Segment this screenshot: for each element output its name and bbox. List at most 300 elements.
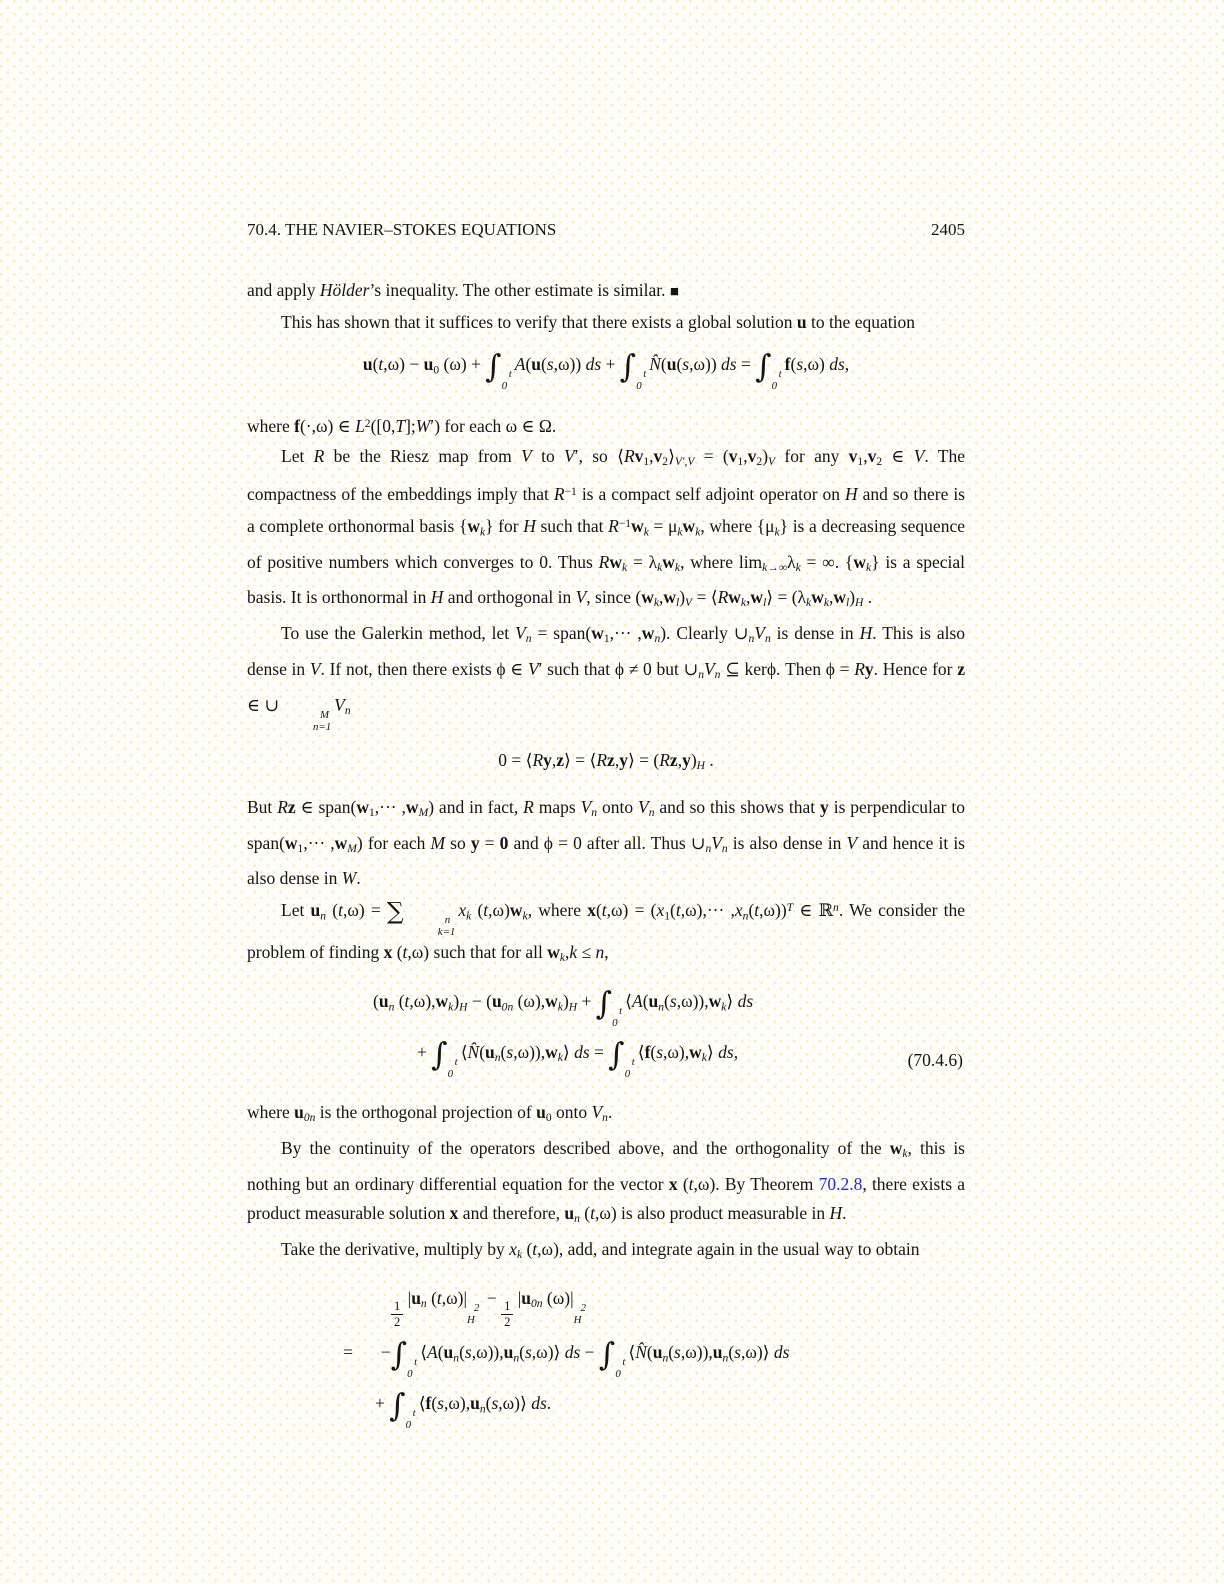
text-run: W xyxy=(341,868,357,889)
text-run: ,ω)), xyxy=(680,1342,713,1363)
text-run: ,ω)⟩ xyxy=(498,1393,527,1414)
text-run: W xyxy=(415,416,431,437)
text-run: , where lim xyxy=(680,551,763,572)
text-run: . The compactness of the embeddings imply that xyxy=(247,446,965,505)
text-run: ,ω), xyxy=(409,990,436,1011)
equation-line xyxy=(247,985,965,1029)
text-run: H xyxy=(855,597,864,610)
text-run: ,ω) = ( xyxy=(606,900,657,921)
text-run: ( xyxy=(431,1393,438,1414)
text-run: ) and in fact, xyxy=(428,796,524,817)
text-run: ≤ xyxy=(577,942,596,963)
text-run: n xyxy=(388,1001,395,1014)
text-run: R xyxy=(623,446,635,467)
text-run: t 0 xyxy=(615,1355,626,1381)
text-run: (·,ω) ∈ xyxy=(299,416,356,437)
text-run: A xyxy=(427,1342,438,1363)
text-run: ) xyxy=(679,587,686,608)
text-run: ,ω), add, and integrate again in the usual way to obtain xyxy=(537,1239,920,1260)
text-run: k xyxy=(480,526,486,539)
text-run: k xyxy=(774,526,780,539)
text-run: w xyxy=(405,796,419,817)
text-run: z xyxy=(669,749,678,770)
text-run: V xyxy=(846,832,858,853)
text-run: k xyxy=(516,1249,523,1262)
text-run: u xyxy=(503,1342,514,1363)
text-run: u xyxy=(362,354,373,375)
text-run: is also dense in xyxy=(727,832,847,853)
text-run: V xyxy=(515,623,526,644)
text-run: ∫ xyxy=(619,349,637,386)
equation-line xyxy=(247,1036,965,1080)
text-run: + xyxy=(375,1393,390,1414)
text-run: and so there is a complete orthonormal basis { xyxy=(247,484,965,536)
text-run: be the Riesz map from xyxy=(324,446,522,467)
text-run: ,··· , xyxy=(374,796,406,817)
text-run: is perpendicular to span( xyxy=(247,796,965,853)
text-run: ⟩ xyxy=(668,446,675,467)
text-run: ′ such that ϕ ≠ 0 but ∪ xyxy=(538,659,699,680)
text-run: w xyxy=(853,551,866,572)
text-run: , xyxy=(614,749,620,770)
text-run: u xyxy=(712,1342,723,1363)
text-run: (ω), xyxy=(513,990,546,1011)
text-run: N̂ xyxy=(467,1042,480,1063)
text-run: v xyxy=(747,446,757,467)
text-run: w xyxy=(545,990,558,1011)
text-run: u xyxy=(423,354,434,375)
text-run: l xyxy=(845,597,850,610)
text-run: ( xyxy=(642,990,649,1011)
text-run: ( xyxy=(579,1203,591,1224)
text-run: , where xyxy=(527,900,588,921)
text-run: ,··· , xyxy=(303,832,335,853)
theorem-70-2-8-link[interactable]: 70.2.8 xyxy=(818,1173,863,1194)
text-run: w xyxy=(467,515,480,536)
text-run: ,ω) xyxy=(803,354,825,375)
text-run: n xyxy=(833,901,839,914)
text-run: V xyxy=(564,446,575,467)
text-run: ⟨ xyxy=(628,1342,636,1363)
text-run: , xyxy=(677,749,683,770)
text-run: 1 xyxy=(664,910,671,923)
text-run: w xyxy=(609,551,622,572)
text-run: N̂ xyxy=(635,1342,647,1363)
text-run: 1 xyxy=(737,456,744,469)
text-run: n xyxy=(602,1112,608,1125)
text-run: f xyxy=(294,416,300,437)
text-run: n xyxy=(420,1298,427,1311)
text-run: t xyxy=(483,900,489,921)
paragraph-global-solution xyxy=(247,308,965,338)
page-number: 2405 xyxy=(931,220,965,239)
text-run: u xyxy=(648,990,659,1011)
text-run: ⟨ xyxy=(418,1393,426,1414)
text-run: k xyxy=(721,1001,727,1014)
text-run: + xyxy=(577,990,596,1011)
text-run: n xyxy=(721,842,728,855)
text-run: x xyxy=(509,1239,517,1260)
text-run: w xyxy=(545,1042,558,1063)
text-run: 2 xyxy=(662,456,669,469)
text-run: y xyxy=(619,749,628,770)
text-run: n xyxy=(525,633,532,646)
equation-70-4-6 xyxy=(247,985,965,1080)
qed-square-icon: ■ xyxy=(669,284,679,300)
text-run: w xyxy=(356,796,369,817)
text-run: n xyxy=(654,633,661,646)
text-run: to the equation xyxy=(806,311,915,332)
text-run: w xyxy=(591,623,604,644)
text-run: } is a decreasing sequence of positive numbers which converges to 0. Thus xyxy=(247,515,965,572)
text-run: , xyxy=(863,446,868,467)
text-run: where xyxy=(247,416,295,437)
text-run: R xyxy=(523,796,534,817)
text-run: t xyxy=(688,1173,694,1194)
text-run: + xyxy=(417,1042,432,1063)
equation-zero-identity xyxy=(247,749,965,775)
text-run: . xyxy=(842,1203,847,1224)
text-run: s xyxy=(491,1393,499,1414)
text-run: ) for each xyxy=(356,832,431,853)
text-run: and ϕ = 0 after all. Thus ∪ xyxy=(508,832,706,853)
text-run: H xyxy=(696,760,705,773)
text-run: n k=1 xyxy=(437,913,456,938)
text-run: t xyxy=(378,354,384,375)
text-run: ( xyxy=(660,354,667,375)
text-run: is the orthogonal projection of xyxy=(315,1102,537,1123)
text-run: k xyxy=(701,1052,707,1065)
text-run: λ xyxy=(787,551,796,572)
text-run: t 0 xyxy=(771,367,782,393)
text-run: ( xyxy=(664,990,670,1011)
text-run: n xyxy=(648,806,655,819)
text-run: x xyxy=(656,900,665,921)
text-run: k xyxy=(569,942,578,963)
text-run: ( xyxy=(650,1042,657,1063)
text-run: V xyxy=(703,659,715,680)
text-run: V xyxy=(638,796,649,817)
text-run: t xyxy=(532,1239,538,1260)
equation-energy-estimate xyxy=(343,1287,965,1431)
text-run: ∫ xyxy=(608,1036,625,1073)
text-run: n xyxy=(764,633,771,646)
text-run: s xyxy=(734,1342,741,1363)
text-run: where xyxy=(247,1102,295,1123)
text-run: L xyxy=(355,416,365,437)
text-run: onto xyxy=(551,1102,592,1123)
text-run: s xyxy=(524,1342,532,1363)
text-run: k xyxy=(806,597,812,610)
text-run: w xyxy=(682,515,696,536)
text-run: A xyxy=(514,354,526,375)
text-run: ds xyxy=(733,990,754,1011)
text-run: ,··· , xyxy=(609,623,642,644)
text-run: ,ω)| xyxy=(441,1287,468,1308)
text-run: k xyxy=(677,526,683,539)
paragraph-where-f xyxy=(247,410,965,442)
text-run: k xyxy=(740,597,747,610)
paragraph-galerkin-method xyxy=(247,619,965,733)
text-run: n xyxy=(513,1352,520,1365)
text-run: v xyxy=(848,446,858,467)
text-run: ∫ xyxy=(431,1036,448,1073)
text-run: } for xyxy=(485,515,524,536)
text-run: M xyxy=(347,842,357,855)
text-run: T xyxy=(786,901,794,914)
text-run: f xyxy=(644,1042,651,1063)
text-run: y xyxy=(864,659,874,680)
text-run: t xyxy=(675,900,681,921)
text-run: ( xyxy=(500,1042,507,1063)
text-run: onto xyxy=(597,796,639,817)
text-run: H xyxy=(568,1001,578,1014)
text-run: ( xyxy=(426,1287,437,1308)
text-run: , xyxy=(844,354,850,375)
text-run: n xyxy=(658,1001,665,1014)
text-run: ds xyxy=(769,1342,790,1363)
text-run: $\frac{1}{2}$ xyxy=(391,1299,403,1329)
text-run: ). Clearly ∪ xyxy=(660,623,749,644)
text-run: t 0 xyxy=(501,367,512,393)
text-run: u xyxy=(796,311,807,332)
text-run: ,ω), xyxy=(443,1393,471,1414)
text-run: k xyxy=(448,1001,454,1014)
text-run: V xyxy=(334,694,345,715)
text-run: R xyxy=(553,484,565,505)
text-run: 1 xyxy=(369,806,375,819)
text-run: (ω)| xyxy=(542,1287,574,1308)
text-run: s xyxy=(464,1342,472,1363)
text-run: V xyxy=(527,659,539,680)
text-run: = ∞. { xyxy=(800,551,854,572)
text-run: so xyxy=(445,832,471,853)
text-run: 2 xyxy=(756,456,763,469)
text-run: w xyxy=(663,587,676,608)
text-run: ,ω) = xyxy=(342,900,387,921)
text-run: ∫ xyxy=(755,349,772,386)
text-run: M xyxy=(430,832,446,853)
paragraph-continuity-ode xyxy=(247,1134,965,1235)
text-run: k xyxy=(695,526,701,539)
text-run: 2 H xyxy=(467,1301,480,1326)
text-run: (ω) + xyxy=(439,354,486,375)
text-run: ⟩ = ⟨ xyxy=(564,749,597,770)
text-run: 0 xyxy=(499,832,509,853)
text-run: k xyxy=(622,561,628,574)
text-run: ,ω)⟩ xyxy=(740,1342,770,1363)
text-run: t xyxy=(402,942,408,963)
paragraph-but-rz xyxy=(247,793,965,894)
text-run: H xyxy=(430,587,444,608)
text-run: ( xyxy=(459,1342,465,1363)
text-run: By the continuity of the operators described above, and the orthogonality of the xyxy=(281,1137,890,1158)
text-run: n xyxy=(662,1352,669,1365)
text-run: z xyxy=(287,796,296,817)
equation-number: (70.4.6) xyxy=(907,1049,963,1070)
text-run: R xyxy=(659,749,670,770)
paragraph-take-derivative xyxy=(247,1235,965,1271)
text-run: Let xyxy=(281,900,311,921)
text-run: and orthogonal in xyxy=(443,587,576,608)
text-run: n xyxy=(479,1403,486,1416)
text-run: w xyxy=(631,515,644,536)
text-run: ,ω)), xyxy=(676,990,709,1011)
text-run: − ( xyxy=(467,990,492,1011)
text-run: V xyxy=(685,597,693,610)
text-run: V xyxy=(591,1102,603,1123)
text-run: , this is nothing but an ordinary differential equation for the vector xyxy=(247,1137,965,1194)
text-run: w xyxy=(833,587,846,608)
text-run: y xyxy=(470,832,480,853)
text-run: ) xyxy=(849,587,856,608)
text-run: w xyxy=(641,623,655,644)
text-run: 2 xyxy=(876,456,883,469)
text-run: = span( xyxy=(531,623,592,644)
text-run: ( xyxy=(668,1342,675,1363)
text-run: ’s inequality. The other estimate is similar. xyxy=(369,280,670,300)
text-run: k xyxy=(657,561,663,574)
text-run: 2 xyxy=(364,418,371,431)
text-run: M xyxy=(418,806,429,819)
text-run: . xyxy=(607,1102,613,1123)
text-run: Take the derivative, multiply by xyxy=(281,1239,510,1260)
text-run: u xyxy=(531,354,541,375)
text-run: ,ω) − xyxy=(383,354,424,375)
text-run: } is a special basis. It is orthonormal in xyxy=(247,551,965,608)
text-run: n xyxy=(595,942,605,963)
text-run: x xyxy=(587,900,596,921)
text-run: is a compact self adjoint operator on xyxy=(576,484,845,505)
text-run: , xyxy=(565,942,570,963)
text-run: −1 xyxy=(564,485,577,498)
paragraph-let-un xyxy=(247,894,965,974)
text-run: k xyxy=(865,561,872,574)
text-run: , xyxy=(746,587,751,608)
text-run: k xyxy=(653,597,659,610)
text-run: . This is also dense in xyxy=(247,623,966,680)
text-run: u xyxy=(666,354,677,375)
text-run: w xyxy=(435,990,449,1011)
text-run: ) xyxy=(562,990,569,1011)
text-run: u xyxy=(378,990,389,1011)
paragraph-holder-inequality xyxy=(247,276,965,308)
text-run: To use the Galerkin method, let xyxy=(281,623,516,644)
text-run: w xyxy=(509,900,523,921)
text-run: ∫ xyxy=(390,1337,408,1374)
text-run: v xyxy=(728,446,738,467)
text-run: + xyxy=(601,354,620,375)
text-run: ds xyxy=(824,354,845,375)
text-run: ( xyxy=(373,990,379,1011)
text-run: u xyxy=(564,1203,575,1224)
text-run: u xyxy=(294,1102,304,1123)
text-run: ds xyxy=(713,1042,734,1063)
text-run: v xyxy=(867,446,877,467)
text-run: R xyxy=(598,551,610,572)
text-run: w xyxy=(662,551,675,572)
section-heading: 70.4. THE NAVIER–STOKES EQUATIONS xyxy=(247,220,557,239)
text-run: R xyxy=(608,515,619,536)
text-run: ,ω)) xyxy=(759,900,787,921)
text-run: s xyxy=(656,1042,664,1063)
text-run: ,ω)⟩ xyxy=(531,1342,561,1363)
text-run: ⟩ xyxy=(562,1042,570,1063)
text-run: − xyxy=(580,1342,599,1363)
text-run: , xyxy=(733,1042,739,1063)
text-run: w xyxy=(728,587,741,608)
text-run: n xyxy=(698,669,704,682)
text-run: t 0 xyxy=(636,367,647,393)
text-run: z xyxy=(607,749,615,770)
text-run: ) xyxy=(453,990,460,1011)
text-run: 0n xyxy=(530,1298,543,1311)
text-run: k xyxy=(902,1148,908,1161)
equation-expression xyxy=(417,1036,739,1080)
text-run: ∫ xyxy=(598,1337,616,1374)
text-run: = μ xyxy=(648,515,678,536)
text-run: l xyxy=(676,597,680,610)
text-run: t xyxy=(404,990,410,1011)
equation-line xyxy=(343,1337,965,1381)
text-run: V xyxy=(521,446,532,467)
text-run: n xyxy=(320,910,327,923)
text-run: . xyxy=(863,587,873,608)
text-run: ,ω) is also product measurable in xyxy=(594,1203,830,1224)
text-run: n xyxy=(344,705,351,718)
equation-line xyxy=(247,349,965,393)
text-run: = ( xyxy=(694,446,729,467)
text-run: ]; xyxy=(405,416,416,437)
text-run: = xyxy=(736,354,756,375)
text-run: ) xyxy=(762,446,769,467)
text-run: ds xyxy=(569,1042,590,1063)
text-run: V xyxy=(711,832,722,853)
text-run: 1 xyxy=(643,456,650,469)
text-run: t xyxy=(754,900,760,921)
text-run: n xyxy=(742,910,749,923)
text-run: = ⟨ xyxy=(692,587,718,608)
text-run: u xyxy=(491,990,502,1011)
text-run: ⊆ kerϕ. Then ϕ = xyxy=(720,659,855,680)
text-run: v xyxy=(634,446,644,467)
text-run: and therefore, xyxy=(458,1203,565,1224)
text-run: ,ω) xyxy=(488,900,510,921)
text-run: ([0, xyxy=(370,416,396,437)
page-content xyxy=(247,220,965,1449)
text-run: T xyxy=(395,416,406,437)
text-run: 0 = ⟨ xyxy=(498,749,533,770)
text-run: R xyxy=(277,796,288,817)
text-run: ( xyxy=(437,1342,444,1363)
text-run: ds xyxy=(716,354,737,375)
text-run: t 0 xyxy=(612,1004,623,1029)
text-run: , xyxy=(649,446,654,467)
text-run: u xyxy=(443,1342,454,1363)
text-run: t 0 xyxy=(407,1355,418,1381)
text-run: k→∞ xyxy=(762,561,788,574)
text-run: 2 H xyxy=(573,1301,587,1326)
text-run: V xyxy=(768,456,776,469)
text-run: y xyxy=(543,749,552,770)
text-run: n xyxy=(494,1052,501,1065)
text-run: ∑ xyxy=(386,896,404,925)
text-run: u xyxy=(470,1393,480,1414)
text-run: ∈ span( xyxy=(295,796,357,817)
text-run: u xyxy=(521,1287,531,1308)
text-run: N̂ xyxy=(649,354,661,375)
text-run: V xyxy=(575,587,587,608)
